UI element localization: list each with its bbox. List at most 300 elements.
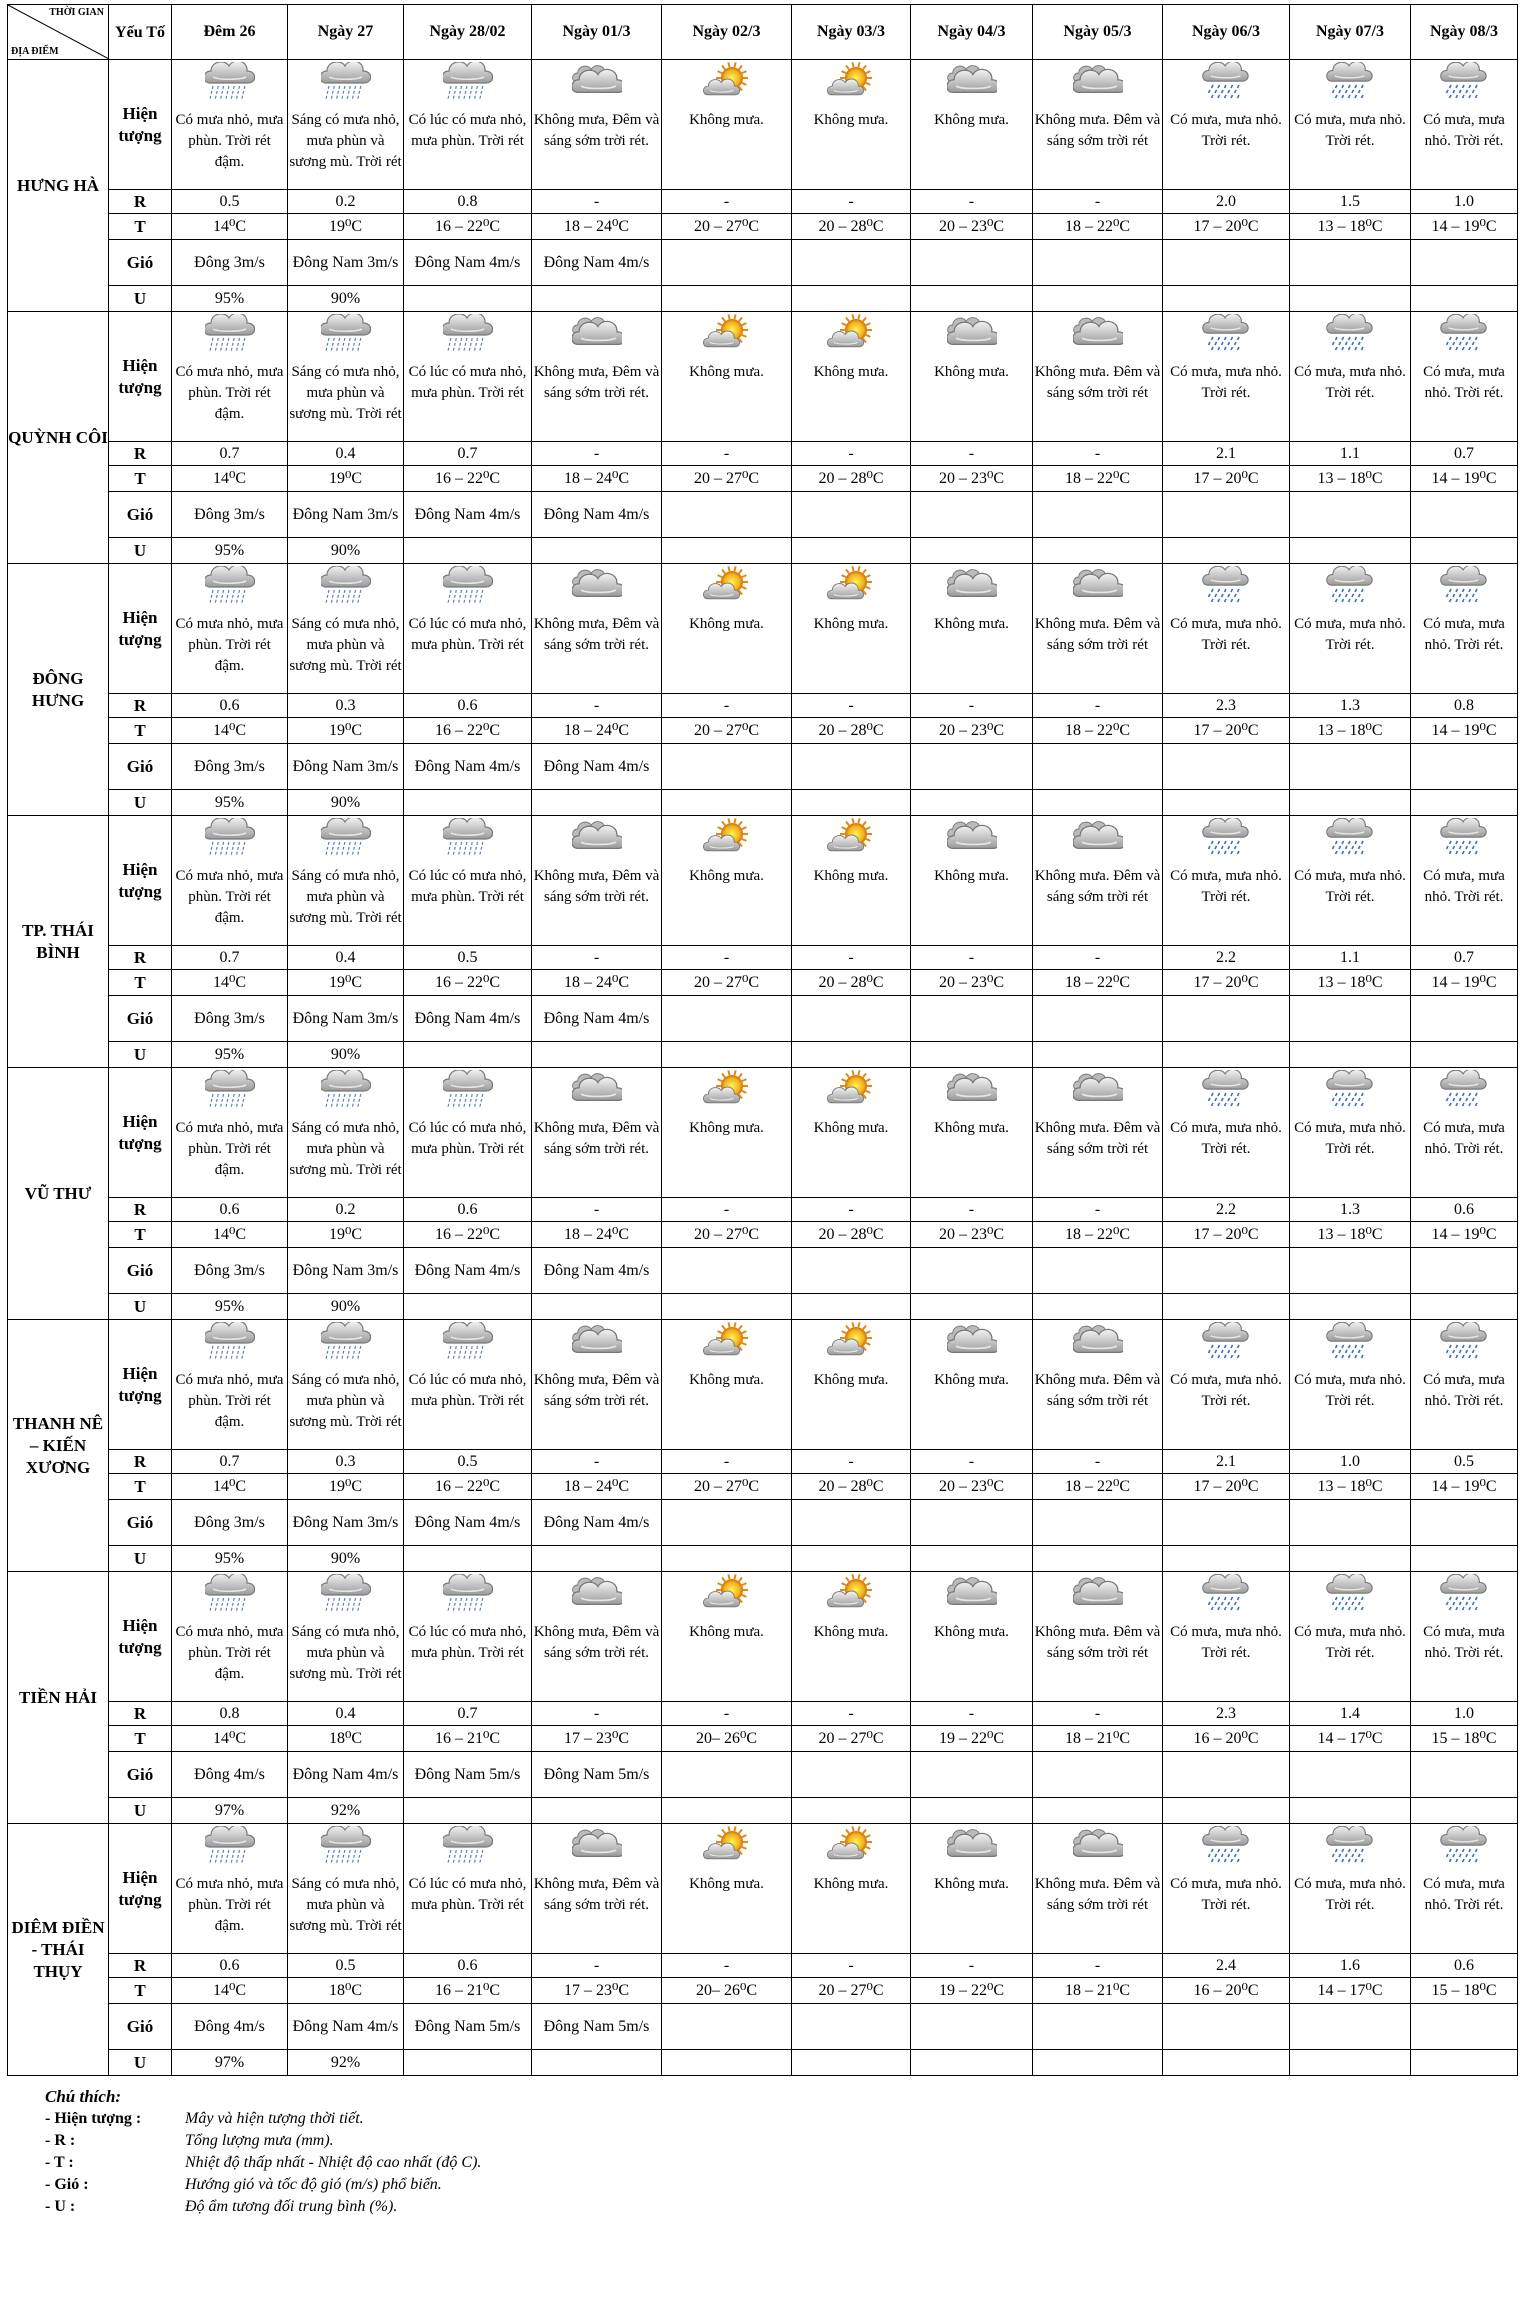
- wind-cell: [1411, 492, 1518, 538]
- phenomenon-text: Không mưa.: [934, 616, 1009, 632]
- phenomenon-text: Có mưa, mưa nhỏ. Trời rét.: [1170, 364, 1282, 401]
- temperature-cell: 20 – 23⁰C: [911, 1222, 1033, 1248]
- phenomenon-cell: [911, 312, 1033, 442]
- heavy-rain-icon: [404, 566, 531, 613]
- location-name: TP. THÁI BÌNH: [8, 816, 109, 1068]
- factor-phenomenon: Hiện tượng: [109, 1572, 172, 1702]
- humidity-cell: 95%: [172, 790, 288, 816]
- temperature-cell: 16 – 21⁰C: [404, 1978, 532, 2004]
- phenomenon-cell: [172, 1824, 288, 1954]
- humidity-cell: [1033, 538, 1163, 564]
- wind-cell: Đông 3m/s: [172, 1248, 288, 1294]
- phenomenon-text: Có mưa, mưa nhỏ. Trời rét.: [1170, 616, 1282, 653]
- cloudy-icon: [532, 818, 661, 865]
- wind-cell: Đông Nam 3m/s: [288, 492, 404, 538]
- temperature-cell: 14 – 19⁰C: [1411, 214, 1518, 240]
- wind-cell: [1411, 240, 1518, 286]
- factor-header: Yếu Tố: [109, 5, 172, 60]
- temperature-cell: 18 – 24⁰C: [532, 718, 662, 744]
- phenomenon-text: Có lúc có mưa nhỏ, mưa phùn. Trời rét: [408, 616, 527, 653]
- factor-phenomenon: Hiện tượng: [109, 1068, 172, 1198]
- phenomenon-cell: [532, 60, 662, 190]
- wind-cell: [662, 1752, 792, 1798]
- wind-cell: [662, 996, 792, 1042]
- heavy-rain-icon: [404, 62, 531, 109]
- humidity-cell: [532, 1042, 662, 1068]
- phenomenon-cell: [1163, 1320, 1290, 1450]
- rain-cell: -: [792, 946, 911, 970]
- phenomenon-cell: [1411, 1824, 1518, 1954]
- humidity-cell: [532, 790, 662, 816]
- temperature-cell: 13 – 18⁰C: [1290, 466, 1411, 492]
- location-name: ĐÔNG HƯNG: [8, 564, 109, 816]
- phenomenon-cell: [288, 1068, 404, 1198]
- phenomenon-cell: [404, 1572, 532, 1702]
- rain-cell: 0.5: [404, 946, 532, 970]
- wind-cell: Đông Nam 4m/s: [532, 744, 662, 790]
- temperature-cell: 17 – 20⁰C: [1163, 466, 1290, 492]
- wind-cell: Đông Nam 4m/s: [404, 240, 532, 286]
- light-rain-icon: [1411, 62, 1517, 109]
- phenomenon-cell: [1163, 312, 1290, 442]
- temperature-cell: 14 – 19⁰C: [1411, 466, 1518, 492]
- rain-cell: 2.1: [1163, 1450, 1290, 1474]
- partly-sunny-icon: [792, 1322, 910, 1369]
- phenomenon-text: Không mưa.: [934, 868, 1009, 884]
- wind-cell: [1290, 996, 1411, 1042]
- rain-cell: -: [532, 1198, 662, 1222]
- rain-cell: 0.7: [1411, 442, 1518, 466]
- humidity-cell: [1290, 1042, 1411, 1068]
- rain-cell: -: [1033, 1954, 1163, 1978]
- heavy-rain-icon: [404, 314, 531, 361]
- temperature-cell: 20 – 23⁰C: [911, 466, 1033, 492]
- phenomenon-text: Không mưa.: [689, 1372, 764, 1388]
- cloudy-icon: [911, 314, 1032, 361]
- humidity-cell: [792, 538, 911, 564]
- phenomenon-text: Không mưa.: [689, 1624, 764, 1640]
- legend-value: Tổng lượng mưa (mm).: [185, 2132, 334, 2149]
- factor-temperature: T: [109, 970, 172, 996]
- temperature-cell: 20 – 28⁰C: [792, 970, 911, 996]
- phenomenon-cell: [792, 1320, 911, 1450]
- wind-cell: [662, 1248, 792, 1294]
- heavy-rain-icon: [288, 818, 403, 865]
- humidity-cell: 90%: [288, 286, 404, 312]
- phenomenon-text: Có mưa, mưa nhỏ. Trời rét.: [1423, 1876, 1505, 1913]
- rain-cell: -: [532, 946, 662, 970]
- phenomenon-text: Có mưa, mưa nhỏ. Trời rét.: [1294, 112, 1406, 149]
- cloudy-icon: [911, 1070, 1032, 1117]
- rain-cell: 2.3: [1163, 1702, 1290, 1726]
- phenomenon-text: Không mưa, Đêm và sáng sớm trời rét.: [533, 364, 660, 401]
- phenomenon-text: Không mưa.: [934, 1624, 1009, 1640]
- rain-cell: -: [911, 1450, 1033, 1474]
- phenomenon-cell: [288, 1320, 404, 1450]
- legend-value: Độ ẩm tương đối trung bình (%).: [185, 2198, 398, 2215]
- wind-cell: [911, 1752, 1033, 1798]
- temperature-cell: 13 – 18⁰C: [1290, 718, 1411, 744]
- humidity-cell: [1033, 1042, 1163, 1068]
- humidity-cell: [404, 1042, 532, 1068]
- wind-cell: Đông Nam 4m/s: [532, 1248, 662, 1294]
- location-name: VŨ THƯ: [8, 1068, 109, 1320]
- phenomenon-text: Không mưa, Đêm và sáng sớm trời rét.: [533, 616, 660, 653]
- day-header: Ngày 02/3: [662, 5, 792, 60]
- humidity-cell: [404, 2050, 532, 2076]
- temperature-cell: 17 – 23⁰C: [532, 1726, 662, 1752]
- light-rain-icon: [1411, 314, 1517, 361]
- light-rain-icon: [1411, 1322, 1517, 1369]
- location-block-row: [8, 1068, 1518, 1198]
- legend-value: Hướng gió và tốc độ gió (m/s) phổ biến.: [185, 2176, 442, 2193]
- cloudy-icon: [1033, 62, 1162, 109]
- phenomenon-text: Không mưa.: [934, 1876, 1009, 1892]
- rain-cell: -: [911, 694, 1033, 718]
- heavy-rain-icon: [288, 1574, 403, 1621]
- phenomenon-text: Không mưa. Đêm và sáng sớm trời rét: [1034, 868, 1161, 905]
- light-rain-icon: [1411, 566, 1517, 613]
- temperature-cell: 14 – 19⁰C: [1411, 970, 1518, 996]
- partly-sunny-icon: [662, 566, 791, 613]
- rain-cell: -: [662, 1198, 792, 1222]
- phenomenon-text: Có mưa, mưa nhỏ. Trời rét.: [1294, 1120, 1406, 1157]
- partly-sunny-icon: [792, 566, 910, 613]
- light-rain-icon: [1411, 1070, 1517, 1117]
- partly-sunny-icon: [662, 1322, 791, 1369]
- wind-cell: [662, 2004, 792, 2050]
- phenomenon-text: Sáng có mưa nhỏ, mưa phùn và sương mù. Trời rét: [289, 616, 402, 674]
- wind-cell: [1290, 1248, 1411, 1294]
- humidity-cell: [662, 1042, 792, 1068]
- phenomenon-text: Sáng có mưa nhỏ, mưa phùn và sương mù. Trời rét: [289, 112, 402, 170]
- forecast-document: [7, 4, 1517, 2218]
- wind-cell: Đông Nam 4m/s: [532, 1500, 662, 1546]
- phenomenon-text: Không mưa.: [813, 868, 889, 884]
- legend-value: Mây và hiện tượng thời tiết.: [185, 2110, 364, 2127]
- rain-cell: 1.3: [1290, 1198, 1411, 1222]
- humidity-cell: [404, 1798, 532, 1824]
- temperature-cell: 17 – 20⁰C: [1163, 214, 1290, 240]
- rain-cell: 2.1: [1163, 442, 1290, 466]
- temperature-cell: 20 – 27⁰C: [662, 1474, 792, 1500]
- rain-cell: 0.5: [172, 190, 288, 214]
- phenomenon-text: Sáng có mưa nhỏ, mưa phùn và sương mù. Trời rét: [289, 1120, 402, 1178]
- wind-cell: [662, 1500, 792, 1546]
- humidity-cell: [1290, 790, 1411, 816]
- factor-phenomenon: Hiện tượng: [109, 1320, 172, 1450]
- wind-cell: Đông Nam 4m/s: [288, 1752, 404, 1798]
- heavy-rain-icon: [288, 1826, 403, 1873]
- rain-cell: 0.7: [1411, 946, 1518, 970]
- temperature-cell: 19⁰C: [288, 970, 404, 996]
- phenomenon-cell: [1033, 1068, 1163, 1198]
- legend-title: Chú thích:: [45, 2087, 122, 2106]
- partly-sunny-icon: [662, 62, 791, 109]
- wind-cell: [1033, 1500, 1163, 1546]
- phenomenon-text: Có mưa, mưa nhỏ. Trời rét.: [1423, 868, 1505, 905]
- rain-cell: 0.4: [288, 946, 404, 970]
- rain-cell: -: [532, 694, 662, 718]
- phenomenon-text: Không mưa.: [813, 1624, 889, 1640]
- factor-humidity: U: [109, 1798, 172, 1824]
- light-rain-icon: [1163, 1826, 1289, 1873]
- temperature-cell: 17 – 20⁰C: [1163, 1222, 1290, 1248]
- rain-cell: 2.2: [1163, 1198, 1290, 1222]
- wind-cell: [1290, 2004, 1411, 2050]
- temperature-cell: 17 – 23⁰C: [532, 1978, 662, 2004]
- factor-phenomenon: Hiện tượng: [109, 1824, 172, 1954]
- heavy-rain-icon: [172, 1574, 287, 1621]
- day-header: Ngày 28/02: [404, 5, 532, 60]
- phenomenon-text: Sáng có mưa nhỏ, mưa phùn và sương mù. Trời rét: [289, 364, 402, 422]
- temperature-cell: 14⁰C: [172, 1726, 288, 1752]
- temperature-cell: 16 – 22⁰C: [404, 970, 532, 996]
- location-name: TIỀN HẢI: [8, 1572, 109, 1824]
- factor-wind: Gió: [109, 2004, 172, 2050]
- phenomenon-cell: [1163, 1824, 1290, 1954]
- wind-cell: Đông Nam 4m/s: [532, 240, 662, 286]
- humidity-cell: [792, 1798, 911, 1824]
- humidity-cell: [1033, 286, 1163, 312]
- partly-sunny-icon: [792, 1070, 910, 1117]
- temperature-cell: 19 – 22⁰C: [911, 1978, 1033, 2004]
- rain-cell: 0.7: [404, 1702, 532, 1726]
- day-header: Đêm 26: [172, 5, 288, 60]
- factor-wind: Gió: [109, 1752, 172, 1798]
- phenomenon-cell: [404, 1824, 532, 1954]
- phenomenon-cell: [911, 60, 1033, 190]
- factor-wind: Gió: [109, 240, 172, 286]
- phenomenon-text: Có mưa, mưa nhỏ. Trời rét.: [1423, 364, 1505, 401]
- location-name: THANH NÊ – KIẾN XƯƠNG: [8, 1320, 109, 1572]
- humidity-cell: [1411, 2050, 1518, 2076]
- temperature-cell: 20 – 23⁰C: [911, 718, 1033, 744]
- temperature-cell: 14⁰C: [172, 718, 288, 744]
- temperature-cell: 16 – 21⁰C: [404, 1726, 532, 1752]
- temperature-cell: 19⁰C: [288, 1474, 404, 1500]
- light-rain-icon: [1163, 62, 1289, 109]
- temperature-cell: 13 – 18⁰C: [1290, 214, 1411, 240]
- phenomenon-cell: [662, 1572, 792, 1702]
- temperature-cell: 20 – 28⁰C: [792, 1222, 911, 1248]
- heavy-rain-icon: [172, 314, 287, 361]
- humidity-cell: [404, 1294, 532, 1320]
- rain-cell: -: [1033, 1198, 1163, 1222]
- factor-humidity: U: [109, 538, 172, 564]
- phenomenon-cell: [792, 1824, 911, 1954]
- location-block-row: [8, 1320, 1518, 1450]
- phenomenon-text: Không mưa.: [934, 1120, 1009, 1136]
- heavy-rain-icon: [288, 566, 403, 613]
- phenomenon-text: Không mưa.: [689, 1120, 764, 1136]
- cloudy-icon: [911, 818, 1032, 865]
- cloudy-icon: [911, 62, 1032, 109]
- rain-cell: -: [532, 190, 662, 214]
- phenomenon-cell: [172, 1068, 288, 1198]
- temperature-cell: 19⁰C: [288, 466, 404, 492]
- wind-cell: [1163, 240, 1290, 286]
- partly-sunny-icon: [792, 62, 910, 109]
- phenomenon-cell: [792, 816, 911, 946]
- humidity-cell: [532, 538, 662, 564]
- rain-cell: 1.0: [1290, 1450, 1411, 1474]
- humidity-cell: [532, 1546, 662, 1572]
- rain-cell: 0.3: [288, 1450, 404, 1474]
- rain-cell: -: [1033, 946, 1163, 970]
- wind-cell: Đông Nam 4m/s: [288, 2004, 404, 2050]
- cloudy-icon: [911, 1322, 1032, 1369]
- factor-temperature: T: [109, 1726, 172, 1752]
- wind-cell: Đông Nam 3m/s: [288, 1248, 404, 1294]
- partly-sunny-icon: [792, 818, 910, 865]
- phenomenon-cell: [1033, 816, 1163, 946]
- factor-humidity: U: [109, 2050, 172, 2076]
- wind-cell: [1033, 744, 1163, 790]
- phenomenon-cell: [1411, 816, 1518, 946]
- cloudy-icon: [1033, 1826, 1162, 1873]
- wind-cell: [792, 240, 911, 286]
- rain-cell: -: [1033, 694, 1163, 718]
- humidity-cell: 90%: [288, 790, 404, 816]
- phenomenon-cell: [911, 1068, 1033, 1198]
- phenomenon-text: Không mưa.: [934, 112, 1009, 128]
- rain-cell: -: [1033, 1702, 1163, 1726]
- cloudy-icon: [1033, 1070, 1162, 1117]
- phenomenon-cell: [911, 1572, 1033, 1702]
- location-name: DIÊM ĐIỀN - THÁI THỤY: [8, 1824, 109, 2076]
- temperature-cell: 19⁰C: [288, 1222, 404, 1248]
- rain-cell: -: [662, 1954, 792, 1978]
- cloudy-icon: [532, 314, 661, 361]
- phenomenon-cell: [532, 1824, 662, 1954]
- cloudy-icon: [532, 1070, 661, 1117]
- phenomenon-text: Không mưa, Đêm và sáng sớm trời rét.: [533, 1876, 660, 1913]
- rain-cell: 0.6: [172, 1954, 288, 1978]
- phenomenon-cell: [911, 564, 1033, 694]
- humidity-cell: [1411, 1798, 1518, 1824]
- factor-phenomenon: Hiện tượng: [109, 564, 172, 694]
- temperature-cell: 14 – 17⁰C: [1290, 1978, 1411, 2004]
- legend-item: [45, 2174, 1517, 2196]
- temperature-cell: 14⁰C: [172, 970, 288, 996]
- temperature-cell: 19⁰C: [288, 214, 404, 240]
- phenomenon-cell: [532, 564, 662, 694]
- temperature-cell: 20 – 27⁰C: [792, 1726, 911, 1752]
- phenomenon-cell: [288, 564, 404, 694]
- rain-cell: 0.4: [288, 442, 404, 466]
- light-rain-icon: [1290, 1826, 1410, 1873]
- phenomenon-text: Không mưa.: [934, 1372, 1009, 1388]
- phenomenon-text: Có mưa, mưa nhỏ. Trời rét.: [1170, 1120, 1282, 1157]
- humidity-cell: [662, 2050, 792, 2076]
- rain-cell: 0.7: [172, 946, 288, 970]
- partly-sunny-icon: [792, 314, 910, 361]
- day-header: Ngày 06/3: [1163, 5, 1290, 60]
- factor-rain: R: [109, 946, 172, 970]
- day-header: Ngày 05/3: [1033, 5, 1163, 60]
- wind-cell: Đông 3m/s: [172, 996, 288, 1042]
- temperature-cell: 20 – 27⁰C: [662, 214, 792, 240]
- rain-cell: 0.4: [288, 1702, 404, 1726]
- humidity-cell: [1290, 1546, 1411, 1572]
- temperature-cell: 15 – 18⁰C: [1411, 1726, 1518, 1752]
- temperature-cell: 18⁰C: [288, 1978, 404, 2004]
- humidity-cell: [404, 286, 532, 312]
- wind-cell: Đông 3m/s: [172, 744, 288, 790]
- light-rain-icon: [1163, 314, 1289, 361]
- factor-phenomenon: Hiện tượng: [109, 816, 172, 946]
- phenomenon-text: Có mưa nhỏ, mưa phùn. Trời rét đậm.: [175, 1120, 284, 1178]
- heavy-rain-icon: [172, 1322, 287, 1369]
- temperature-cell: 20 – 27⁰C: [662, 466, 792, 492]
- phenomenon-cell: [288, 816, 404, 946]
- phenomenon-cell: [792, 312, 911, 442]
- day-header: Ngày 03/3: [792, 5, 911, 60]
- phenomenon-cell: [662, 1824, 792, 1954]
- phenomenon-cell: [1163, 816, 1290, 946]
- cloudy-icon: [1033, 566, 1162, 613]
- temperature-cell: 13 – 18⁰C: [1290, 1474, 1411, 1500]
- factor-phenomenon: Hiện tượng: [109, 312, 172, 442]
- phenomenon-text: Có mưa, mưa nhỏ. Trời rét.: [1170, 1624, 1282, 1661]
- partly-sunny-icon: [662, 314, 791, 361]
- cloudy-icon: [1033, 314, 1162, 361]
- temperature-cell: 18⁰C: [288, 1726, 404, 1752]
- phenomenon-text: Không mưa.: [813, 1876, 889, 1892]
- temperature-cell: 18 – 24⁰C: [532, 1222, 662, 1248]
- phenomenon-text: Có mưa, mưa nhỏ. Trời rét.: [1294, 1624, 1406, 1661]
- heavy-rain-icon: [172, 1826, 287, 1873]
- phenomenon-cell: [172, 1572, 288, 1702]
- location-block-row: [8, 1572, 1518, 1702]
- wind-cell: [1033, 2004, 1163, 2050]
- light-rain-icon: [1163, 1070, 1289, 1117]
- humidity-cell: [1290, 1294, 1411, 1320]
- wind-cell: Đông Nam 4m/s: [532, 996, 662, 1042]
- humidity-cell: [532, 286, 662, 312]
- temperature-cell: 20– 26⁰C: [662, 1726, 792, 1752]
- humidity-cell: [532, 1798, 662, 1824]
- wind-cell: [792, 1248, 911, 1294]
- rain-cell: 0.5: [288, 1954, 404, 1978]
- factor-rain: R: [109, 442, 172, 466]
- day-header: Ngày 01/3: [532, 5, 662, 60]
- humidity-cell: [1411, 790, 1518, 816]
- wind-cell: [662, 492, 792, 538]
- cloudy-icon: [911, 566, 1032, 613]
- rain-cell: -: [792, 694, 911, 718]
- wind-cell: [911, 492, 1033, 538]
- temperature-cell: 20 – 23⁰C: [911, 1474, 1033, 1500]
- rain-cell: -: [911, 442, 1033, 466]
- phenomenon-cell: [1290, 60, 1411, 190]
- humidity-cell: [1163, 2050, 1290, 2076]
- phenomenon-cell: [532, 1572, 662, 1702]
- phenomenon-text: Có mưa, mưa nhỏ. Trời rét.: [1294, 1372, 1406, 1409]
- rain-cell: 0.6: [404, 694, 532, 718]
- wind-cell: [1033, 1248, 1163, 1294]
- partly-sunny-icon: [662, 1826, 791, 1873]
- rain-cell: -: [662, 190, 792, 214]
- wind-cell: Đông Nam 5m/s: [532, 2004, 662, 2050]
- wind-cell: [792, 744, 911, 790]
- temperature-cell: 14 – 17⁰C: [1290, 1726, 1411, 1752]
- heavy-rain-icon: [404, 1574, 531, 1621]
- phenomenon-text: Có mưa, mưa nhỏ. Trời rét.: [1423, 1120, 1505, 1157]
- humidity-cell: [1411, 1294, 1518, 1320]
- factor-wind: Gió: [109, 744, 172, 790]
